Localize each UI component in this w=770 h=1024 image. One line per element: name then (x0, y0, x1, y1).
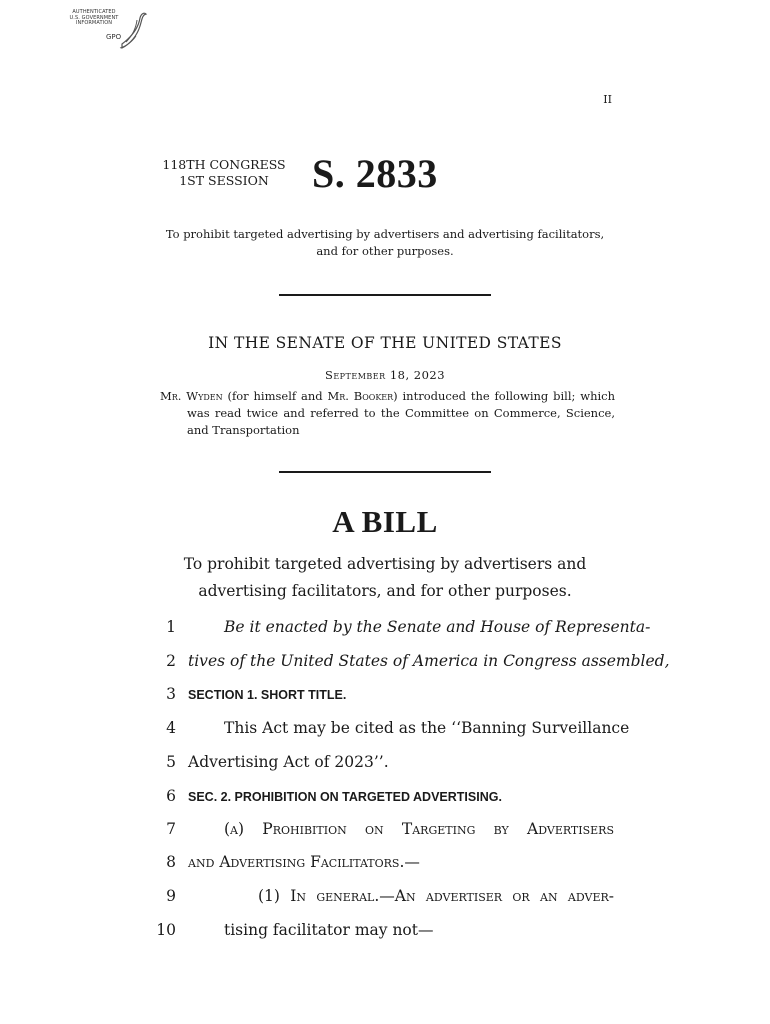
divider-rule (279, 294, 491, 296)
line-number: 9 (166, 887, 176, 905)
bill-line (0, 853, 770, 887)
introduction-date: September 18, 2023 (324, 368, 446, 382)
chamber-heading: IN THE SENATE OF THE UNITED STATES (208, 334, 562, 352)
line-text: tising facilitator may not— (224, 921, 434, 939)
congress-session-block (157, 157, 291, 189)
line-text: Advertising Act of 2023’’. (188, 753, 389, 771)
introduction-rest: ) introduced the following bill; which was read twice and referred to the Committee on Commerce, Science, and Transportation (187, 389, 615, 437)
line-text: and Advertising Facilitators.— (188, 853, 420, 871)
bill-line (0, 652, 770, 686)
version-code: II (603, 93, 612, 106)
bill-line (0, 820, 770, 854)
seal-gpo-mark: GPO (106, 33, 122, 41)
line-text: tives of the United States of America in Congress assembled, (188, 652, 670, 670)
section-heading: SEC. 2. PROHIBITION ON TARGETED ADVERTISING. (188, 790, 502, 804)
line-number: 6 (166, 787, 176, 805)
line-number: 1 (166, 618, 176, 636)
introduction-statement (160, 388, 615, 439)
line-number: 8 (166, 853, 176, 871)
bill-line (0, 753, 770, 787)
cosponsor-prefix: (for himself and (222, 389, 328, 403)
line-number: 4 (166, 719, 176, 737)
line-number: 5 (166, 753, 176, 771)
seal-line: INFORMATION (75, 20, 113, 26)
line-text: Be it enacted by the Senate and House of Representa- (224, 618, 651, 636)
bill-heading: A BILL (332, 504, 438, 539)
line-number: 3 (166, 685, 176, 703)
seal-line: AUTHENTICATED (72, 9, 116, 15)
seal-line: U.S. GOVERNMENT (69, 14, 119, 21)
purpose-summary: To prohibit targeted advertising by advertisers and advertising facilitators, and for other purposes. (165, 227, 605, 258)
cosponsor-name: Mr. Booker (327, 389, 394, 403)
sponsor-name: Mr. Wyden (160, 389, 223, 403)
bill-line (0, 719, 770, 753)
line-text: (1) In general.—An advertiser or an adver- (258, 887, 614, 905)
bill-line (0, 921, 770, 955)
line-number: 10 (156, 921, 176, 939)
line-text: This Act may be cited as the ‘‘Banning Surveillance (224, 719, 630, 737)
line-number: 7 (166, 820, 176, 838)
bill-number: S. 2833 (312, 151, 438, 196)
gpo-authentication-seal (60, 6, 150, 48)
line-text: (a) Prohibition on Targeting by Advertisers (224, 820, 614, 838)
divider-rule (279, 471, 491, 473)
session-label: 1ST SESSION (179, 173, 269, 188)
bill-line (0, 618, 770, 652)
bill-line (0, 887, 770, 921)
bill-purpose: To prohibit targeted advertising by advertisers and advertising facilitators, and for other purposes. (183, 555, 587, 600)
section-heading: SECTION 1. SHORT TITLE. (188, 688, 347, 702)
bill-line (0, 685, 770, 719)
line-number: 2 (166, 652, 176, 670)
congress-label: 118TH CONGRESS (162, 157, 286, 172)
bill-line (0, 787, 770, 821)
